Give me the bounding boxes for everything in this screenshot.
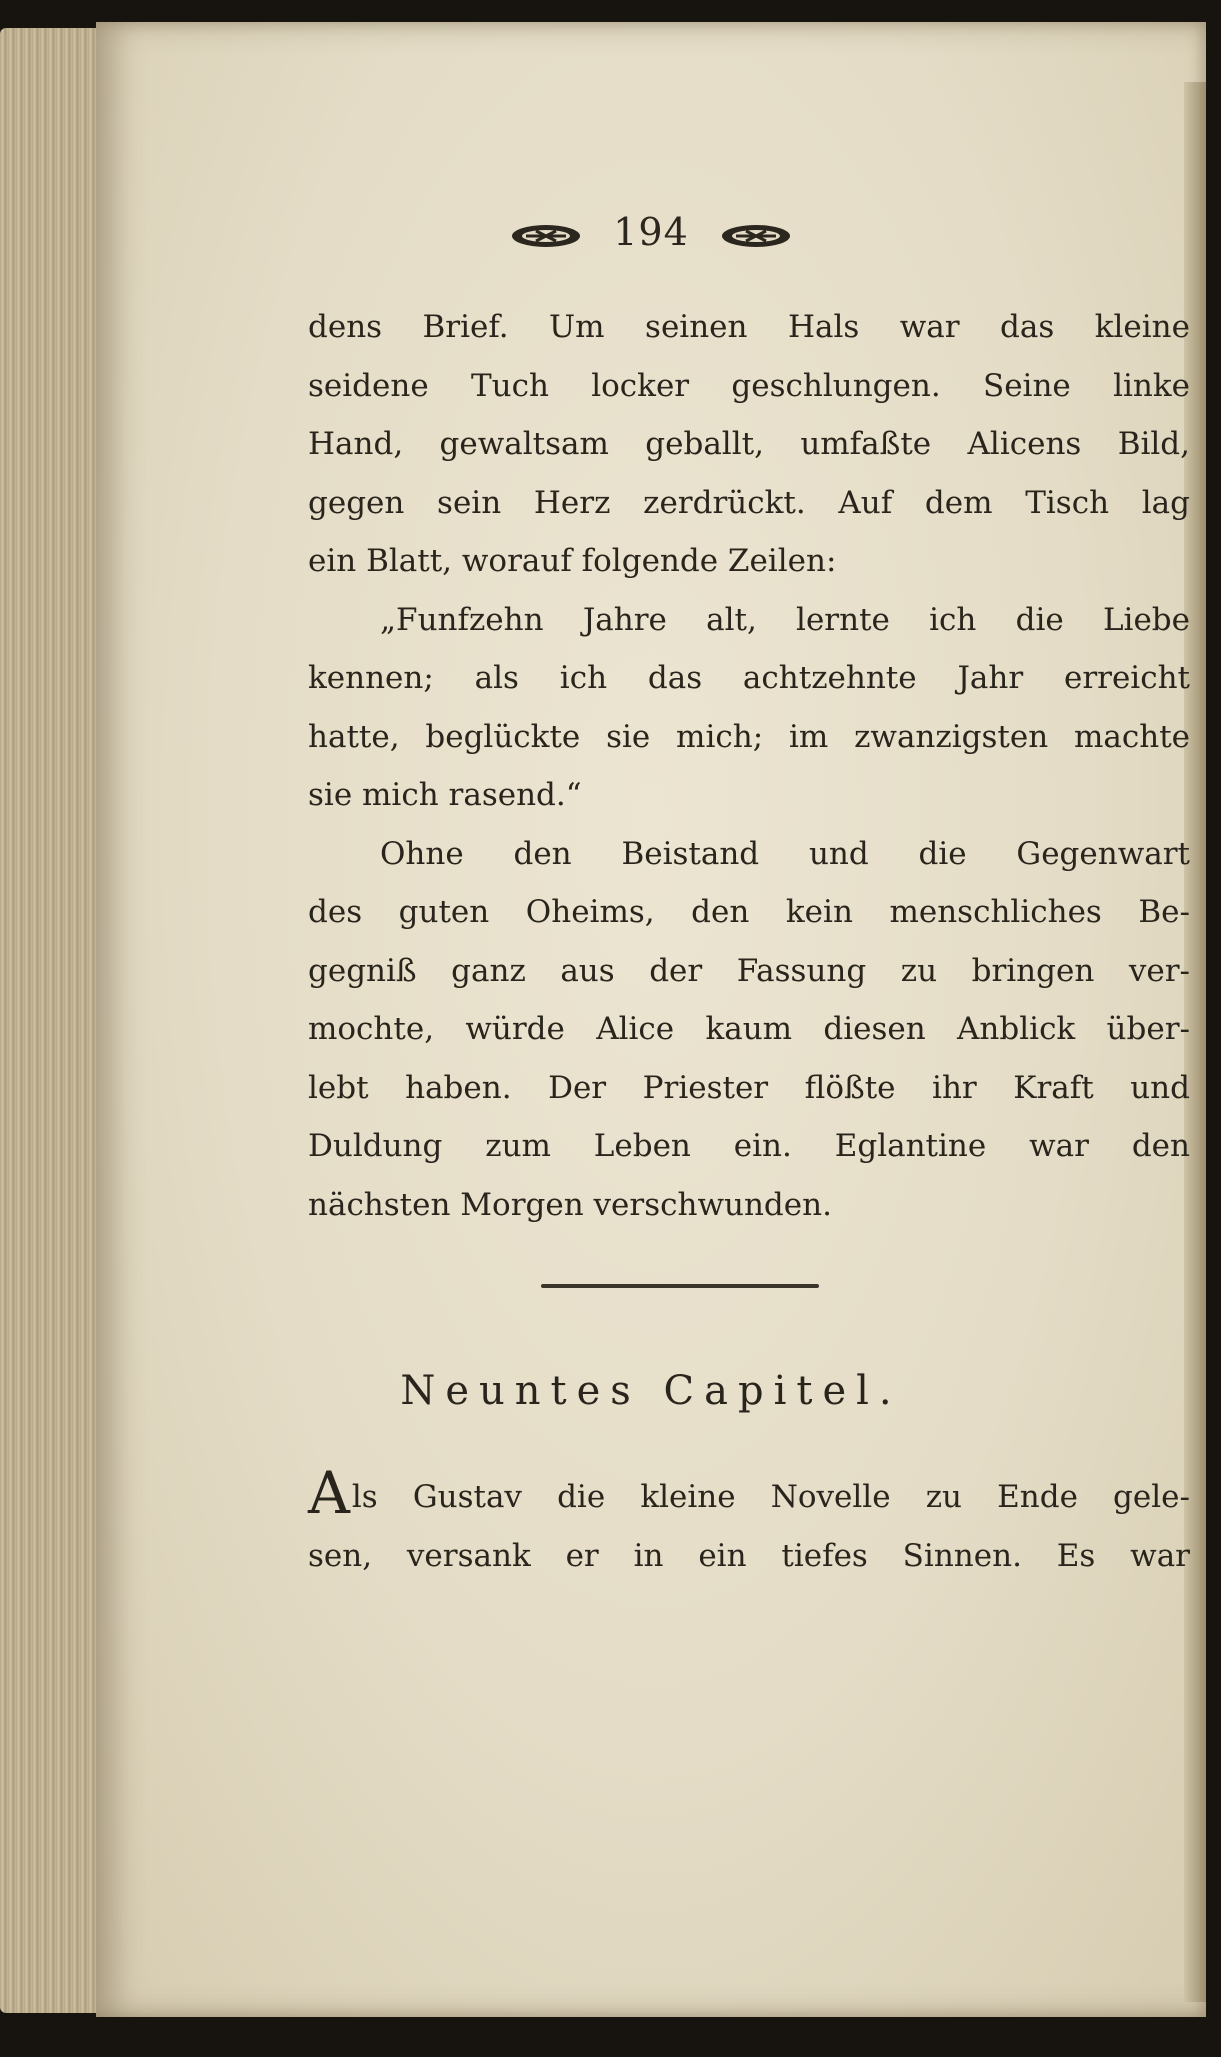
text-line: gegniß ganz aus der Fassung zu bringen ver- — [308, 952, 1190, 989]
text-line: sen, versank er in ein tiefes Sinnen. Es war — [308, 1537, 1190, 1574]
text-line: Ohne den Beistand und die Gegenwart — [380, 835, 1190, 872]
text-line: seidene Tuch locker geschlungen. Seine linke — [308, 367, 1190, 404]
quote-line: „Funfzehn Jahre alt, lernte ich die Liebe — [380, 601, 1190, 638]
page-edges — [0, 28, 110, 2013]
text-line: mochte, würde Alice kaum diesen Anblick über- — [308, 1011, 1190, 1047]
text-line: ein Blatt, worauf folgende Zeilen: — [308, 543, 837, 579]
text-line: des guten Oheims, den kein menschliches Be- — [308, 894, 1190, 930]
quote-line: sie mich rasend.“ — [308, 777, 582, 813]
text-line — [308, 1459, 1190, 1527]
text-line: Duldung zum Leben ein. Eglantine war den — [308, 1128, 1190, 1164]
drop-cap: A — [308, 1459, 350, 1527]
text-line: gegen sein Herz zerdrückt. Auf dem Tisch lag — [308, 484, 1190, 521]
body-text — [308, 298, 1190, 1234]
text-line: dens Brief. Um seinen Hals war das kleine — [308, 309, 1190, 345]
quote-line: kennen; als ich das achtzehnte Jahr erreicht — [308, 660, 1190, 696]
text-line: lebt haben. Der Priester flößte ihr Kraft und — [308, 1069, 1190, 1106]
left-ornament-icon — [510, 223, 582, 249]
book-page — [96, 22, 1206, 2017]
chapter-title: Neuntes Capitel. — [400, 1368, 902, 1414]
text-line: Hand, gewaltsam geballt, umfaßte Alicens Bild, — [308, 426, 1190, 462]
text-line-content: ls Gustav die kleine Novelle zu Ende gele- — [351, 1479, 1190, 1515]
chapter-text — [308, 1459, 1190, 1585]
page-header — [96, 210, 1206, 254]
right-ornament-icon — [720, 223, 792, 249]
page-number: 194 — [613, 210, 689, 254]
text-line: nächsten Morgen verschwunden. — [308, 1186, 832, 1223]
section-divider — [541, 1284, 819, 1288]
quote-line: hatte, beglückte sie mich; im zwanzigsten machte — [308, 718, 1190, 755]
